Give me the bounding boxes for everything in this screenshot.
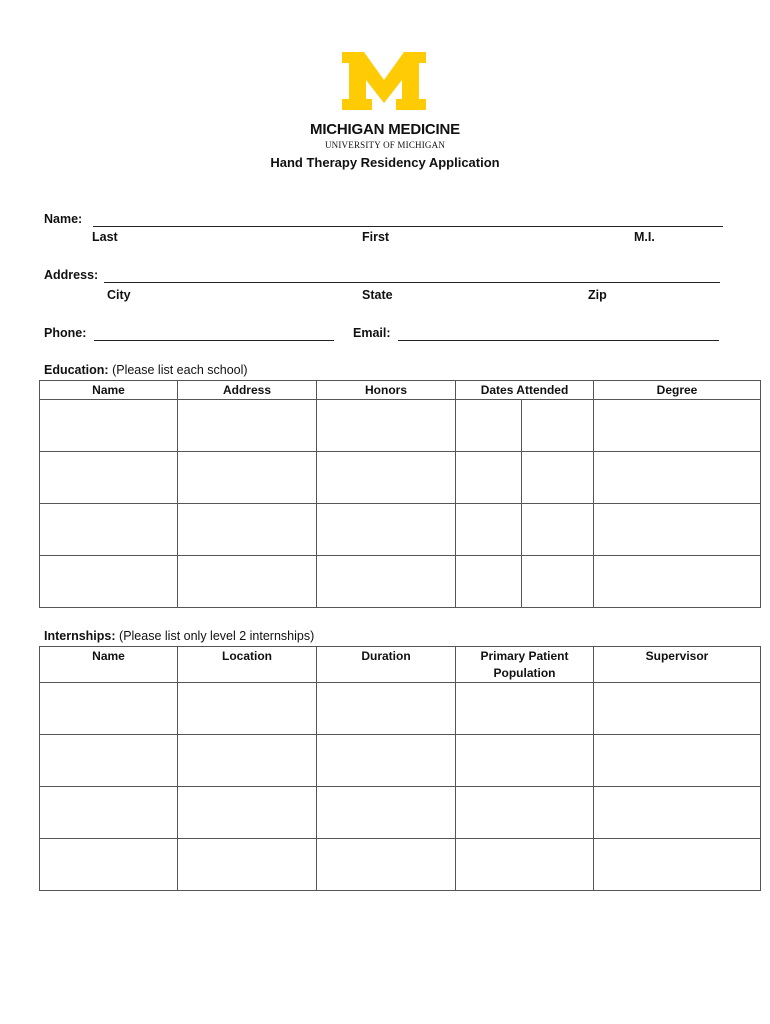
edu-col-degree: Degree — [594, 381, 761, 400]
table-cell[interactable] — [178, 504, 317, 556]
internships-note: (Please list only level 2 internships) — [119, 629, 315, 643]
table-cell[interactable] — [456, 504, 522, 556]
table-cell[interactable] — [40, 556, 178, 608]
table-cell[interactable] — [456, 735, 594, 787]
table-cell[interactable] — [522, 400, 594, 452]
table-cell[interactable] — [317, 839, 456, 891]
table-cell[interactable] — [522, 556, 594, 608]
table-cell[interactable] — [178, 787, 317, 839]
table-cell[interactable] — [317, 504, 456, 556]
table-cell[interactable] — [594, 787, 761, 839]
edu-col-dates: Dates Attended — [456, 381, 594, 400]
table-cell[interactable] — [40, 839, 178, 891]
int-col-duration: Duration — [317, 647, 456, 683]
block-m-logo-icon — [340, 50, 428, 112]
internships-table — [39, 646, 761, 891]
table-cell[interactable] — [456, 839, 594, 891]
table-cell[interactable] — [40, 452, 178, 504]
email-field[interactable] — [398, 340, 719, 341]
table-cell[interactable] — [40, 400, 178, 452]
table-cell[interactable] — [456, 787, 594, 839]
table-cell[interactable] — [178, 556, 317, 608]
name-label: Name: — [44, 212, 83, 226]
table-cell[interactable] — [178, 683, 317, 735]
table-cell[interactable] — [594, 400, 761, 452]
phone-field[interactable] — [94, 340, 334, 341]
table-cell[interactable] — [40, 787, 178, 839]
table-row — [40, 504, 761, 556]
table-row — [40, 400, 761, 452]
table-cell[interactable] — [40, 504, 178, 556]
int-col-population: Primary Patient Population — [456, 647, 594, 683]
table-cell[interactable] — [594, 452, 761, 504]
internships-label: Internships: — [44, 629, 116, 643]
education-note: (Please list each school) — [112, 363, 248, 377]
mi-sublabel: M.I. — [634, 230, 655, 244]
table-cell[interactable] — [317, 683, 456, 735]
table-cell[interactable] — [178, 400, 317, 452]
last-sublabel: Last — [92, 230, 118, 244]
zip-sublabel: Zip — [588, 288, 607, 302]
brand-subname: UNIVERSITY OF MICHIGAN — [324, 140, 446, 150]
brand-name: MICHIGAN MEDICINE — [310, 121, 460, 138]
table-cell[interactable] — [178, 735, 317, 787]
education-label: Education: — [44, 363, 109, 377]
table-cell[interactable] — [594, 839, 761, 891]
edu-col-address: Address — [178, 381, 317, 400]
city-sublabel: City — [107, 288, 131, 302]
table-cell[interactable] — [522, 452, 594, 504]
table-cell[interactable] — [456, 452, 522, 504]
edu-col-honors: Honors — [317, 381, 456, 400]
address-label: Address: — [44, 268, 99, 282]
table-cell[interactable] — [40, 683, 178, 735]
email-label: Email: — [353, 326, 391, 340]
edu-col-name: Name — [40, 381, 178, 400]
table-cell[interactable] — [456, 400, 522, 452]
table-cell[interactable] — [594, 735, 761, 787]
table-cell[interactable] — [317, 787, 456, 839]
int-col-supervisor: Supervisor — [594, 647, 761, 683]
table-row — [40, 787, 761, 839]
table-cell[interactable] — [594, 556, 761, 608]
table-cell[interactable] — [178, 839, 317, 891]
page-title: Hand Therapy Residency Application — [270, 155, 500, 170]
table-cell[interactable] — [178, 452, 317, 504]
phone-label: Phone: — [44, 326, 87, 340]
table-row — [40, 839, 761, 891]
internships-heading — [44, 629, 314, 643]
int-col-name: Name — [40, 647, 178, 683]
education-table — [39, 380, 761, 608]
state-sublabel: State — [362, 288, 393, 302]
table-cell[interactable] — [317, 452, 456, 504]
table-cell[interactable] — [317, 400, 456, 452]
address-field[interactable] — [104, 282, 720, 283]
table-cell[interactable] — [317, 556, 456, 608]
int-col-location: Location — [178, 647, 317, 683]
table-cell[interactable] — [317, 735, 456, 787]
education-heading — [44, 363, 248, 377]
table-cell[interactable] — [40, 735, 178, 787]
table-row — [40, 556, 761, 608]
first-sublabel: First — [362, 230, 390, 244]
table-cell[interactable] — [594, 683, 761, 735]
table-cell[interactable] — [456, 556, 522, 608]
name-field[interactable] — [93, 226, 723, 227]
table-cell[interactable] — [522, 504, 594, 556]
table-row — [40, 735, 761, 787]
table-cell[interactable] — [594, 504, 761, 556]
table-cell[interactable] — [456, 683, 594, 735]
table-row — [40, 452, 761, 504]
table-row — [40, 683, 761, 735]
